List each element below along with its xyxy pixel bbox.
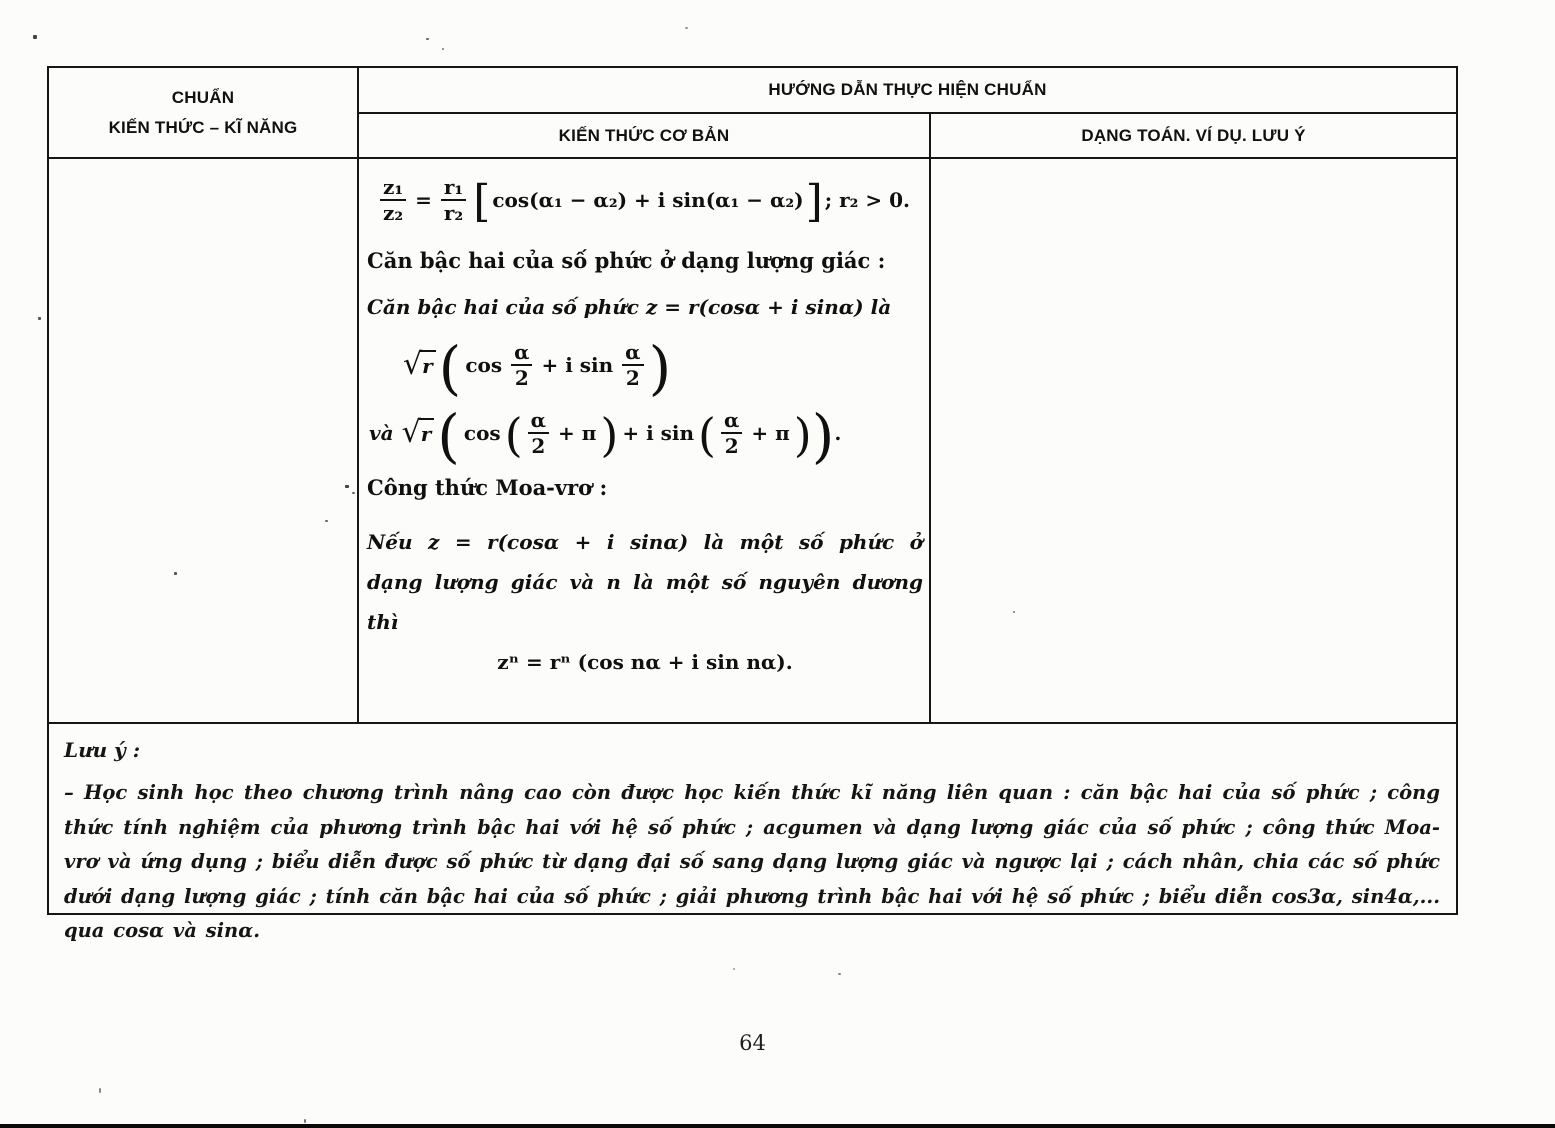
scan-speck bbox=[442, 48, 444, 50]
formula-power: zⁿ = rⁿ (cos nα + i sin nα). bbox=[497, 650, 793, 674]
header-standard bbox=[49, 68, 357, 157]
scan-speck bbox=[33, 35, 37, 39]
radical: √ r bbox=[402, 418, 435, 448]
heading-moivre: Công thức Moa-vrơ : bbox=[367, 475, 608, 500]
divider-header-bottom bbox=[49, 157, 1456, 159]
fraction-z: $\frac{\text{z₁}}{\text{z₂}}$ bbox=[380, 176, 406, 224]
scan-speck bbox=[838, 973, 841, 975]
scan-speck bbox=[352, 492, 355, 494]
header-standard-line2: KIẾN THỨC – KĨ NĂNG bbox=[108, 117, 298, 137]
header-standard-line1: CHUẨN bbox=[171, 87, 235, 107]
formula-root2: và √ r ( cos ( $\frac{\alpha}{2}$ + π ) + i sin ( $\frac{\alpha}{2}$ + π ) ) . bbox=[369, 402, 842, 470]
header-guide bbox=[359, 68, 1456, 112]
divider-middle-column bbox=[929, 112, 931, 724]
scan-speck bbox=[733, 968, 735, 970]
scan-speck bbox=[38, 317, 41, 320]
fraction-alpha-2: $\frac{\alpha}{2}$ bbox=[528, 409, 549, 457]
scan-speck bbox=[174, 572, 177, 575]
note-label: Lưu ý : bbox=[64, 738, 141, 762]
fraction-alpha-2: $\frac{\alpha}{2}$ bbox=[622, 341, 643, 389]
formula-quotient-body: cos(α₁ − α₂) + i sin(α₁ − α₂) bbox=[492, 188, 804, 212]
standards-table bbox=[47, 66, 1458, 942]
heading-square-root: Căn bậc hai của số phức ở dạng lượng giác : bbox=[367, 248, 886, 273]
scan-speck bbox=[426, 38, 429, 40]
header-guide-label: HƯỚNG DẪN THỰC HIỆN CHUẨN bbox=[768, 80, 1047, 99]
formula-quotient: $\frac{\text{z₁}}{\text{z₂}}$ = $\frac{\text{r₁}}{\text{r₂}}$ [ cos(α₁ − α₂) + i sin(α₁ − α₂) ] ; r₂ > 0. bbox=[375, 176, 923, 224]
header-basic-knowledge bbox=[359, 114, 929, 157]
fraction-alpha-2: $\frac{\alpha}{2}$ bbox=[721, 409, 742, 457]
header-examples bbox=[931, 114, 1456, 157]
header-basic-knowledge-label: KIẾN THỨC CƠ BẢN bbox=[558, 125, 730, 145]
scan-speck bbox=[685, 27, 688, 29]
divider-left-column bbox=[357, 68, 359, 724]
fraction-r: $\frac{\text{r₁}}{\text{r₂}}$ bbox=[441, 176, 466, 224]
scan-speck bbox=[1013, 611, 1015, 613]
formula-root1: √ r ( cos $\frac{\alpha}{2}$ + i sin $\frac{\alpha}{2}$ ) bbox=[403, 334, 672, 402]
scan-speck bbox=[304, 1119, 306, 1123]
square-root-intro: Căn bậc hai của số phức z = r(cosα + i sinα) là bbox=[367, 295, 892, 319]
radical: √ r bbox=[403, 350, 436, 380]
page-number: 64 bbox=[739, 1031, 766, 1055]
scan-speck bbox=[99, 1088, 101, 1093]
formula-quotient-condition: ; r₂ > 0. bbox=[824, 188, 910, 212]
scan-edge-bar bbox=[0, 1124, 1555, 1128]
moivre-statement: Nếu z = r(cosα + i sinα) là một số phức ở dạng lượng giác và n là một số nguyên dương thì bbox=[367, 530, 923, 634]
header-examples-label: DẠNG TOÁN. VÍ DỤ. LƯU Ý bbox=[1081, 125, 1306, 145]
note-text: – Học sinh học theo chương trình nâng cao còn được học kiến thức kĩ năng liên quan : căn bậc hai của số phức ; công thức tính nghiệm của phương trình bậc hai với hệ số phức ; acgumen và dạng lượng giác của số phức ; công thức Moa-vrơ và ứng dụng ; biểu diễn được số phức từ dạng đại số sang dạng lượng giác và ngược lại ; cách nhân, chia các số phức dưới dạng lượng giác ; tính căn bậc hai của số phức ; giải phương trình bậc hai với hệ số phức ; biểu diễn cos3α, sin4α,... qua cosα và sinα. bbox=[64, 781, 1440, 942]
scan-speck bbox=[325, 520, 328, 522]
fraction-alpha-2: $\frac{\alpha}{2}$ bbox=[511, 341, 532, 389]
note-section bbox=[49, 724, 1456, 942]
knowledge-content bbox=[367, 168, 923, 674]
scan-speck bbox=[345, 485, 349, 488]
